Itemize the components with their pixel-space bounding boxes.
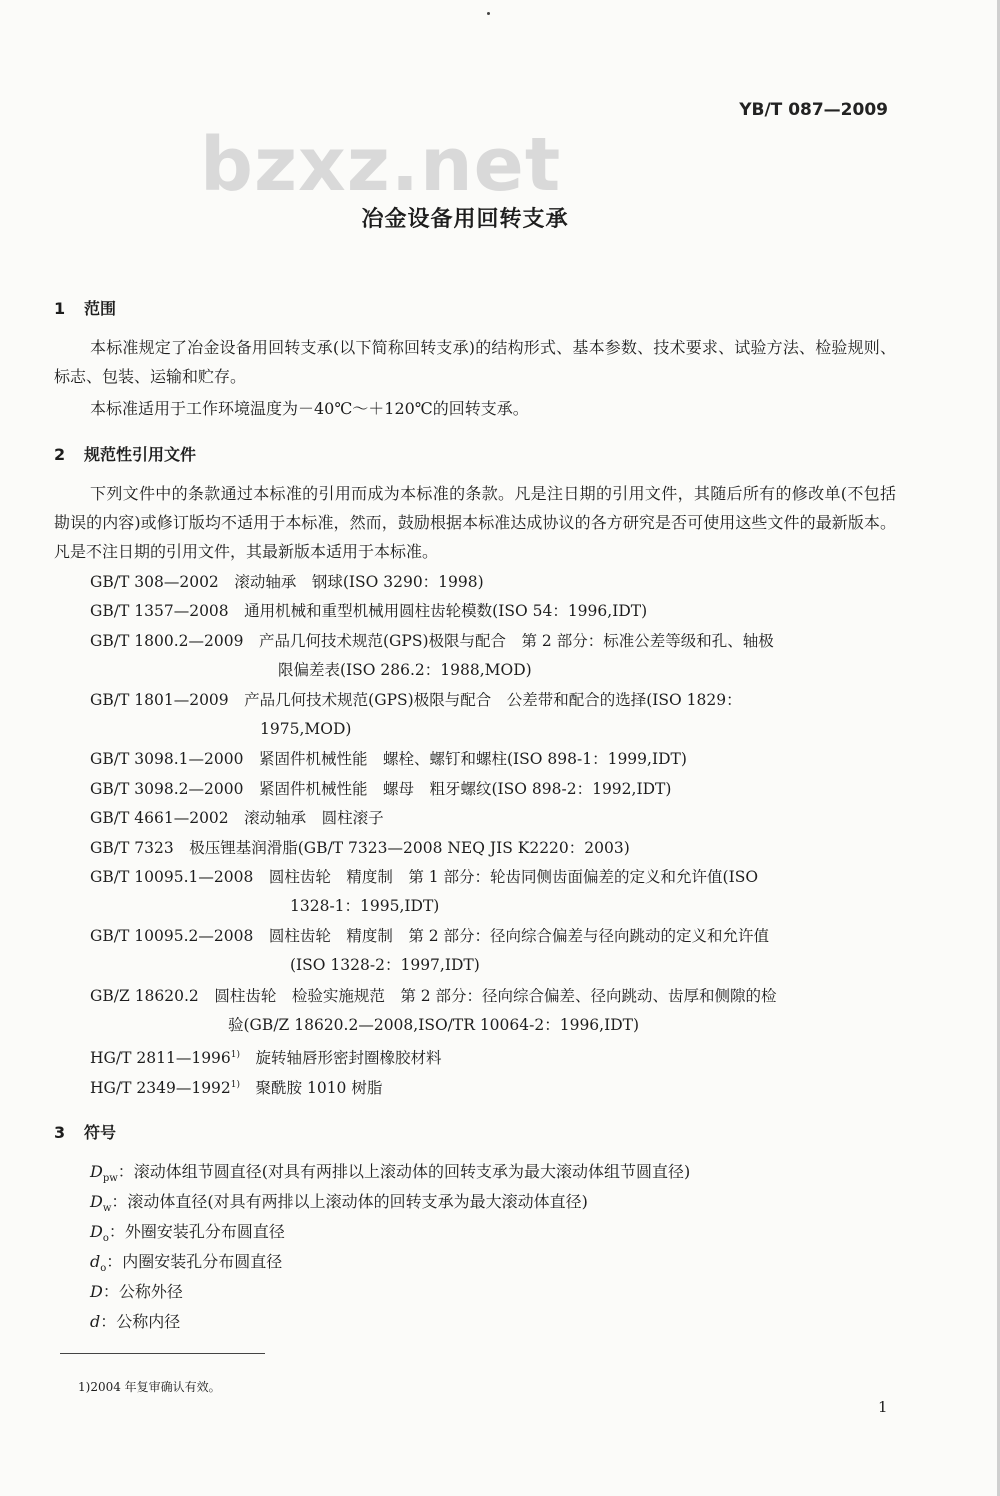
section-number: 3 bbox=[54, 1123, 66, 1142]
section-title: 规范性引用文件 bbox=[84, 445, 197, 464]
reference-item bbox=[90, 804, 896, 833]
reference-item bbox=[90, 775, 896, 804]
reference-item bbox=[90, 1041, 896, 1073]
symbol-description: ：滚动体组节圆直径(对具有两排以上滚动体的回转支承为最大滚动体组节圆直径) bbox=[117, 1162, 691, 1181]
reference-title-continued: 1975,MOD) bbox=[260, 720, 352, 738]
footnote-marker: 1) bbox=[230, 1080, 241, 1090]
symbol-subscript: o bbox=[102, 1233, 109, 1245]
reference-item bbox=[90, 568, 896, 597]
page-number: 1 bbox=[878, 1398, 888, 1416]
reference-code: GB/T 1357—2008 bbox=[90, 602, 229, 620]
reference-code: GB/T 10095.2—2008 bbox=[90, 927, 254, 945]
reference-title-continued: 限偏差表(ISO 286.2：1988,MOD) bbox=[278, 661, 532, 679]
section-title: 范围 bbox=[84, 299, 117, 318]
reference-item bbox=[90, 1071, 896, 1103]
symbol-description: ：公称外径 bbox=[102, 1282, 183, 1301]
section-number: 2 bbox=[54, 445, 66, 464]
document-title: 冶金设备用回转支承 bbox=[361, 207, 569, 232]
reference-code: GB/T 4661—2002 bbox=[90, 809, 229, 827]
section-heading-normative-references bbox=[54, 442, 196, 465]
scan-speck bbox=[487, 12, 490, 15]
symbol-subscript: pw bbox=[102, 1173, 118, 1185]
section-heading-symbols bbox=[54, 1120, 116, 1143]
footnote: 1)2004 年复审确认有效。 bbox=[78, 1380, 221, 1394]
symbol: D bbox=[90, 1162, 103, 1181]
reference-code: GB/T 1801—2009 bbox=[90, 691, 229, 709]
reference-title: 圆柱齿轮 精度制 第 2 部分：径向综合偏差与径向跳动的定义和允许值 bbox=[268, 927, 770, 945]
reference-code: GB/T 1800.2—2009 bbox=[90, 632, 244, 650]
reference-title: 产品几何技术规范(GPS)极限与配合 公差带和配合的选择(ISO 1829： bbox=[244, 691, 742, 709]
symbol-description: ：内圈安装孔分布圆直径 bbox=[106, 1252, 283, 1271]
reference-title-continued: 1328-1：1995,IDT) bbox=[290, 897, 440, 915]
symbol: d bbox=[90, 1252, 101, 1271]
reference-code: GB/T 7323 bbox=[90, 839, 174, 857]
reference-title: 旋转轴唇形密封圈橡胶材料 bbox=[255, 1049, 442, 1068]
symbol-subscript: o bbox=[100, 1263, 107, 1275]
reference-item bbox=[90, 597, 896, 626]
scope-paragraph-1: 本标准规定了冶金设备用回转支承(以下简称回转支承)的结构形式、基本参数、技术要求、试验方法、检验规则、标志、包装、运输和贮存。 bbox=[54, 338, 896, 386]
section-number: 1 bbox=[54, 299, 66, 318]
symbol: D bbox=[90, 1222, 103, 1241]
reference-title: 紧固件机械性能 螺栓、螺钉和螺柱(ISO 898-1：1999,IDT) bbox=[258, 750, 687, 768]
footnote-divider bbox=[60, 1353, 265, 1354]
reference-title: 滚动轴承 钢球(ISO 3290：1998) bbox=[234, 573, 484, 591]
reference-code: HG/T 2349—1992 bbox=[90, 1079, 231, 1098]
symbol-description: ：外圈安装孔分布圆直径 bbox=[108, 1222, 285, 1241]
reference-code: GB/T 10095.1—2008 bbox=[90, 868, 254, 886]
reference-title: 圆柱齿轮 检验实施规范 第 2 部分：径向综合偏差、径向跳动、齿厚和侧隙的检 bbox=[214, 987, 777, 1005]
reference-code: GB/Z 18620.2 bbox=[90, 987, 199, 1005]
reference-item bbox=[90, 745, 896, 774]
reference-title-continued: 验(GB/Z 18620.2—2008,ISO/TR 10064-2：1996,IDT) bbox=[228, 1016, 640, 1034]
references-intro-paragraph: 下列文件中的条款通过本标准的引用而成为本标准的条款。凡是注日期的引用文件，其随后所有的修改单(不包括勘误的内容)或修订版均不适用于本标准，然而，鼓励根据本标准达成协议的各方研究是否可使用这些文件的最新版本。凡是不注日期的引用文件，其最新版本适用于本标准。 bbox=[54, 484, 896, 561]
reference-title: 通用机械和重型机械用圆柱齿轮模数(ISO 54：1996,IDT) bbox=[244, 602, 648, 620]
reference-code: GB/T 3098.2—2000 bbox=[90, 780, 244, 798]
symbol: D bbox=[90, 1282, 103, 1301]
reference-title-continued: (ISO 1328-2：1997,IDT) bbox=[290, 956, 480, 974]
reference-item bbox=[90, 863, 896, 921]
reference-code: GB/T 3098.1—2000 bbox=[90, 750, 244, 768]
watermark: bzxz.net bbox=[200, 122, 562, 208]
section-heading-scope bbox=[54, 296, 116, 319]
reference-item bbox=[90, 834, 896, 863]
reference-title: 紧固件机械性能 螺母 粗牙螺纹(ISO 898-2：1992,IDT) bbox=[258, 780, 672, 798]
reference-code: HG/T 2811—1996 bbox=[90, 1049, 231, 1068]
reference-title: 极压锂基润滑脂(GB/T 7323—2008 NEQ JIS K2220：2003) bbox=[189, 839, 630, 857]
scope-paragraph-2: 本标准适用于工作环境温度为－40℃～＋120℃的回转支承。 bbox=[90, 399, 529, 418]
footnote-marker: 1) bbox=[230, 1050, 241, 1060]
section-title: 符号 bbox=[84, 1123, 117, 1142]
reference-code: GB/T 308—2002 bbox=[90, 573, 219, 591]
symbol-subscript: w bbox=[102, 1203, 112, 1215]
symbol: D bbox=[90, 1192, 103, 1211]
symbol-description: ：滚动体直径(对具有两排以上滚动体的回转支承为最大滚动体直径) bbox=[111, 1192, 588, 1211]
reference-item bbox=[90, 686, 896, 744]
reference-title: 聚酰胺 1010 树脂 bbox=[255, 1079, 383, 1098]
symbol-description: ：公称内径 bbox=[100, 1312, 181, 1331]
reference-title: 产品几何技术规范(GPS)极限与配合 第 2 部分：标准公差等级和孔、轴极 bbox=[258, 632, 774, 650]
reference-item bbox=[90, 922, 896, 980]
reference-title: 圆柱齿轮 精度制 第 1 部分：轮齿同侧齿面偏差的定义和允许值(ISO bbox=[268, 868, 759, 886]
standard-number: YB/T 087—2009 bbox=[739, 100, 888, 120]
reference-title: 滚动轴承 圆柱滚子 bbox=[244, 809, 384, 827]
reference-item bbox=[90, 982, 896, 1040]
reference-item bbox=[90, 627, 896, 685]
symbol-definition bbox=[90, 1307, 180, 1343]
symbol: d bbox=[90, 1312, 101, 1331]
